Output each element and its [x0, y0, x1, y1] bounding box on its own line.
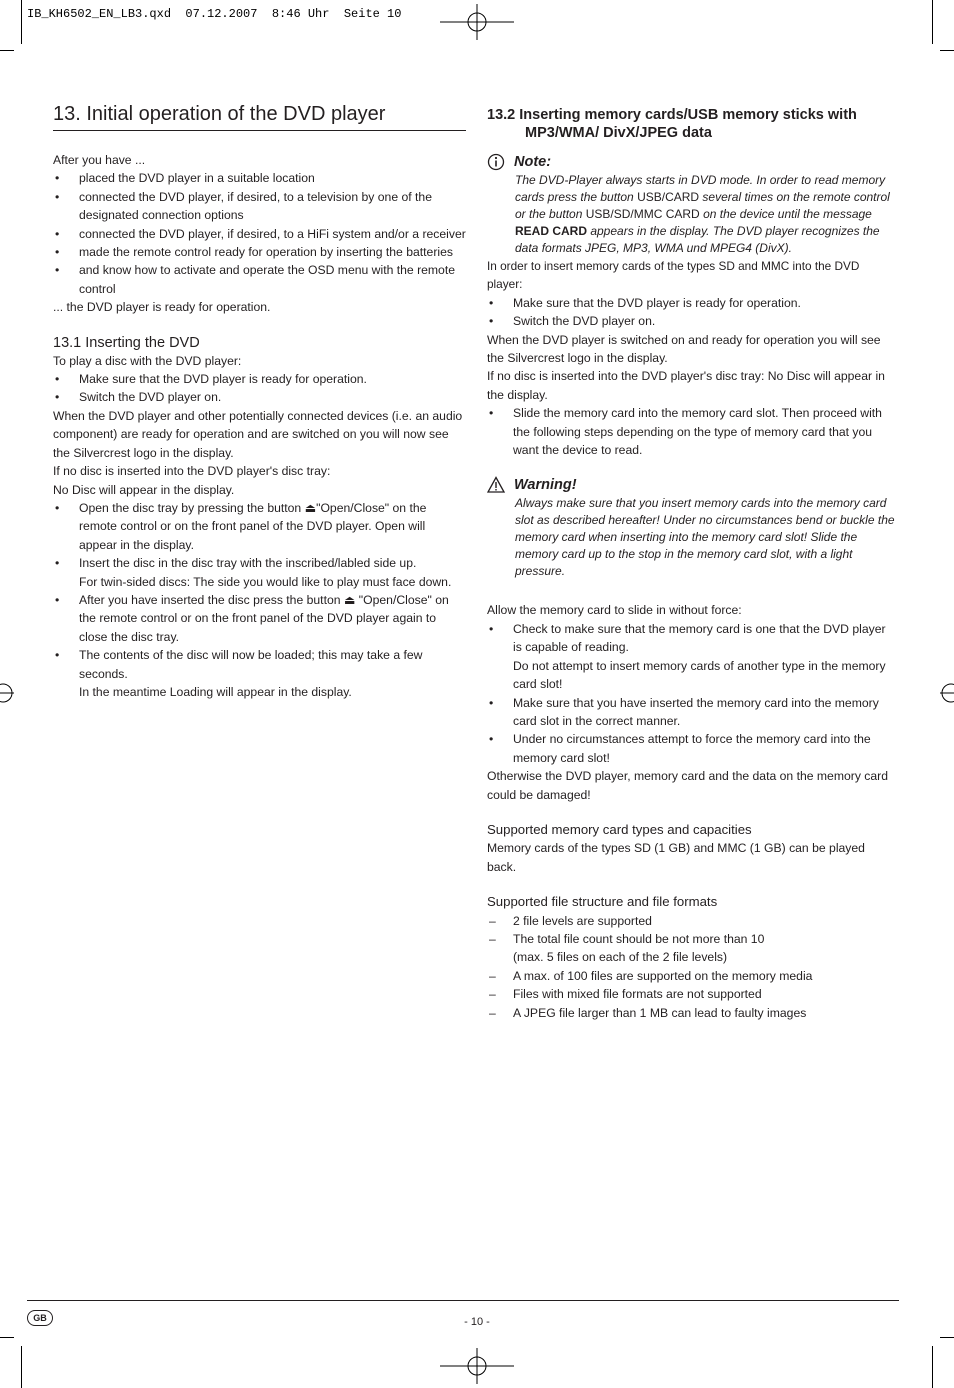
- bullet-list: [53, 499, 466, 701]
- eject-icon: ⏏: [343, 592, 356, 607]
- bullet-list: [53, 370, 466, 407]
- paragraph: When the DVD player is switched on and ready for operation you will see the Silvercrest logo in the display.: [487, 332, 881, 366]
- registration-mark-icon: [440, 4, 514, 40]
- display-message: Loading: [169, 684, 214, 699]
- subsection-title: 13.2 Inserting memory cards/USB memory sticks with MP3/WMA/ DivX/JPEG data: [487, 107, 857, 141]
- file-slug: IB_KH6502_EN_LB3.qxd 07.12.2007 8:46 Uhr Seite 10: [27, 7, 402, 21]
- list-item: • connected the DVD player, if desired, to a television by one of the designated connection options: [55, 189, 432, 223]
- note-text: The DVD-Player always starts in DVD mode. In order to read memory cards press the button USB/CARD several times on the remote control or the button USB/SD/MMC CARD on the device until the message READ CARD appears in the display. The DVD player recognizes the data formats JPEG, MP3, WMA und MPEG4 (DivX).: [515, 173, 890, 255]
- registration-mark-icon: [940, 675, 954, 711]
- intro-list: [53, 169, 466, 298]
- registration-mark-icon: [0, 675, 14, 711]
- paragraph: Allow the memory card to slide in without force:: [487, 603, 742, 618]
- eject-icon: ⏏: [304, 500, 317, 515]
- warning-label: Warning!: [514, 477, 577, 494]
- paragraph: No Disc will appear in the display.: [53, 482, 235, 497]
- display-message: No Disc: [53, 482, 96, 497]
- crop-mark: [21, 1346, 22, 1388]
- right-column: [487, 106, 897, 1022]
- info-icon: [487, 153, 509, 171]
- list-item: – Files with mixed file formats are not supported: [489, 987, 762, 1002]
- list-item: • After you have inserted the disc press the button ⏏ "Open/Close" on the remote control or on the front panel of the DVD player again to close the disc tray.: [55, 592, 449, 644]
- paragraph: If no disc is inserted into the DVD player's disc tray: No Disc will appear in the display.: [487, 369, 885, 402]
- paragraph: Memory cards of the types SD (1 GB) and MMC (1 GB) can be played back.: [487, 841, 865, 874]
- warning-icon: [487, 476, 509, 494]
- crop-mark: [932, 1346, 933, 1388]
- crop-mark: [940, 1337, 954, 1338]
- registration-mark-icon: [440, 1348, 514, 1384]
- list-item: – The total file count should be not more than 10 (max. 5 files on each of the 2 file levels): [489, 931, 765, 965]
- button-label: USB/CARD: [637, 190, 700, 204]
- display-message: Open: [375, 519, 405, 534]
- paragraph: To play a disc with the DVD player:: [53, 353, 242, 368]
- list-item: • Insert the disc in the disc tray with the inscribed/labled side up. For twin-sided discs: The side you would like to play must face down.: [55, 556, 452, 589]
- list-item: • Make sure that you have inserted the memory card into the memory card slot in the correct manner.: [489, 695, 879, 728]
- list-item: • Open the disc tray by pressing the button ⏏"Open/Close" on the remote control or on the front panel of the DVD player. Open will appear in the display.: [55, 500, 427, 552]
- footer-rule: [27, 1300, 899, 1301]
- list-item: • and know how to activate and operate the OSD menu with the remote control: [55, 263, 455, 296]
- crop-mark: [0, 50, 14, 51]
- paragraph: In order to insert memory cards of the types SD and MMC into the DVD player:: [487, 259, 860, 292]
- paragraph: Otherwise the DVD player, memory card and the data on the memory card could be damaged!: [487, 769, 889, 802]
- paragraph: When the DVD player and other potentially connected devices (i.e. an audio component) are ready for operation and are switched on you will now see the Silvercrest logo in the display.: [53, 408, 463, 460]
- subsection-title: 13.1 Inserting the DVD: [53, 334, 200, 351]
- left-column: [53, 100, 466, 701]
- list-item: • Make sure that the DVD player is ready for operation.: [489, 295, 801, 310]
- crop-mark: [0, 1337, 14, 1338]
- bullet-list: [487, 620, 897, 767]
- list-item: • Switch the DVD player on.: [55, 390, 222, 405]
- list-item: • Make sure that the DVD player is ready for operation.: [55, 372, 367, 387]
- list-item: – A max. of 100 files are supported on the memory media: [489, 968, 813, 983]
- crop-mark: [21, 0, 22, 44]
- list-item: • Under no circumstances attempt to force the memory card into the memory card slot!: [489, 732, 871, 765]
- bullet-list: [487, 294, 897, 331]
- paragraph: If no disc is inserted into the DVD player's disc tray:: [53, 464, 331, 479]
- list-item: – 2 file levels are supported: [489, 913, 652, 928]
- list-item: • Slide the memory card into the memory card slot. Then proceed with the following steps depending on the type of memory card that you want the device to read.: [489, 406, 882, 458]
- subsection-heading: Supported memory card types and capacities: [487, 821, 752, 837]
- note-heading: [487, 152, 897, 172]
- page-number: - 10 -: [464, 1316, 490, 1328]
- crop-mark: [940, 50, 954, 51]
- section-title: 13. Initial operation of the DVD player: [53, 100, 466, 131]
- country-badge: GB: [27, 1310, 53, 1326]
- dash-list: [487, 912, 897, 1022]
- list-item: – A JPEG file larger than 1 MB can lead to faulty images: [489, 1005, 807, 1020]
- subsection-heading: Supported file structure and file formats: [487, 894, 718, 910]
- display-message: No Disc: [767, 369, 811, 384]
- warning-heading: [487, 475, 897, 495]
- bullet-list: [487, 404, 897, 459]
- intro-text: After you have ...: [53, 153, 146, 167]
- warning-text: Always make sure that you insert memory cards into the memory card slot as described hereafter! Under no circumstances bend or buckle the memory card when inserting into the memory card slot! Slide the memory card up to the stop in the memory card slot, with a light pressure.: [515, 496, 895, 579]
- list-item: • Switch the DVD player on.: [489, 314, 656, 329]
- list-item: • The contents of the disc will now be loaded; this may take a few seconds. In the meantime Loading will appear in the display.: [55, 648, 423, 699]
- display-message: READ CARD: [515, 224, 587, 238]
- list-item: • connected the DVD player, if desired, to a HiFi system and/or a receiver: [55, 226, 466, 241]
- list-item: • Check to make sure that the memory card is one that the DVD player is capable of reading. Do not attempt to insert memory cards of another type in the memory card slot!: [489, 621, 886, 692]
- crop-mark: [932, 0, 933, 44]
- intro-end: ... the DVD player is ready for operation.: [53, 300, 271, 315]
- button-label: USB/SD/MMC CARD: [585, 207, 700, 221]
- list-item: • placed the DVD player in a suitable location: [55, 171, 315, 186]
- list-item: • made the remote control ready for operation by inserting the batteries: [55, 245, 453, 260]
- note-label: Note:: [514, 154, 552, 170]
